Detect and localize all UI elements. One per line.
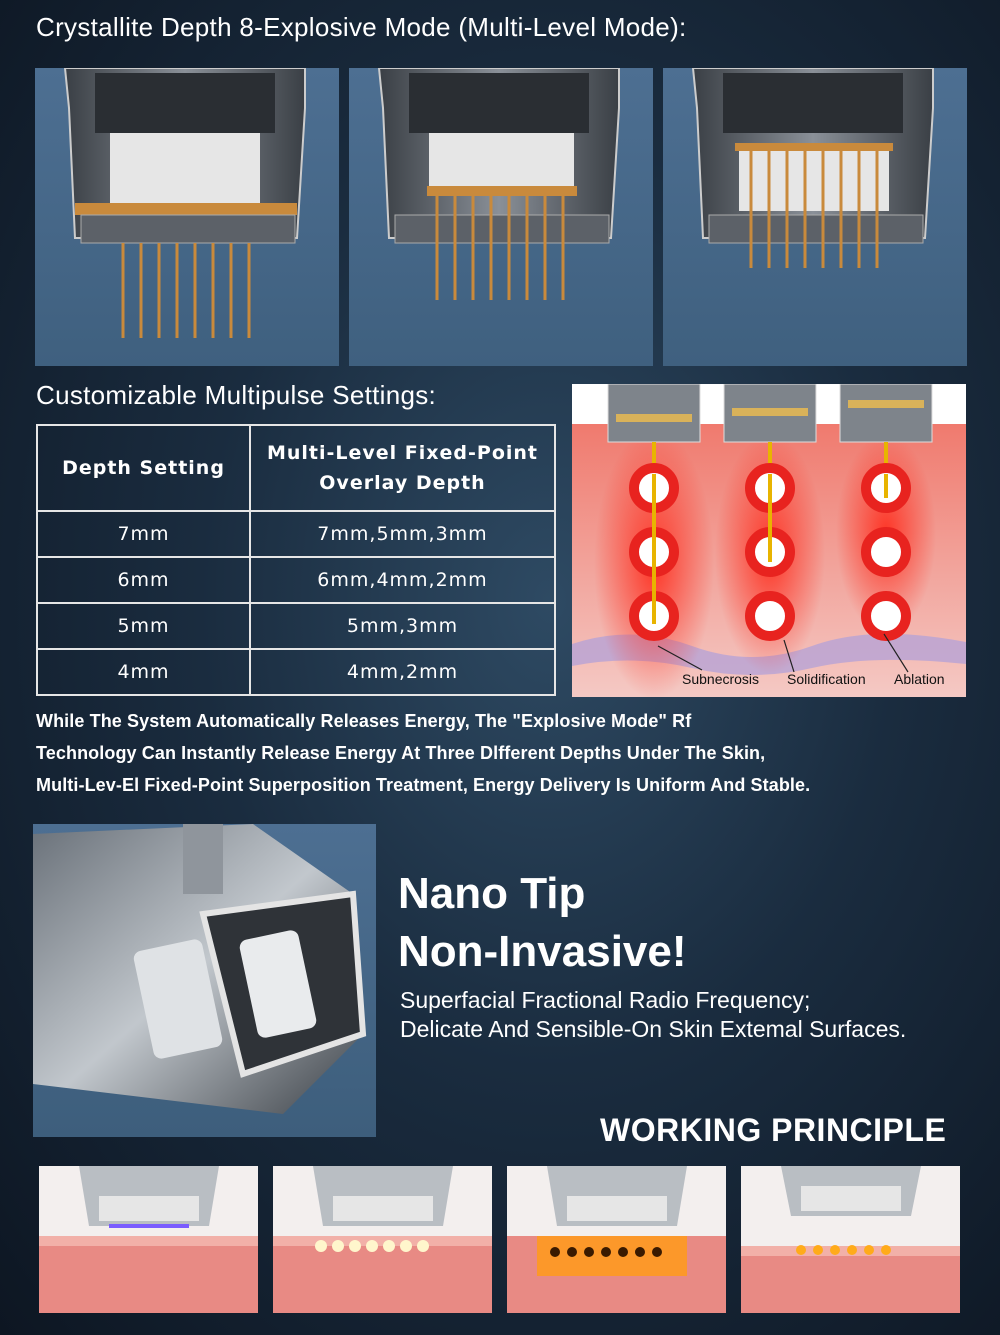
table-cell-overlay: 5mm,3mm	[250, 603, 555, 649]
settings-title: Customizable Multipulse Settings:	[36, 380, 437, 410]
nano-tip-subtitle-line1: Superfacial Fractional Radio Frequency;	[400, 987, 811, 1013]
nano-tip-title-line2: Non-Invasive!	[398, 927, 687, 976]
table-cell-depth: 7mm	[37, 511, 250, 557]
table-row	[37, 603, 555, 649]
needle-cartridge-image-shallow	[663, 68, 967, 366]
label-subnecrosis: Subnecrosis	[682, 671, 760, 687]
working-step-image-4	[741, 1166, 960, 1313]
table-cell-depth: 6mm	[37, 557, 250, 603]
table-row	[37, 649, 555, 695]
table-row	[37, 511, 555, 557]
working-step-image-2	[273, 1166, 492, 1313]
nano-tip-title	[398, 865, 687, 981]
working-principle-title: WORKING PRINCIPLE	[600, 1112, 947, 1148]
label-solidification: Solidification	[787, 671, 866, 687]
page-title: Crystallite Depth 8-Explosive Mode (Multi-Level Mode):	[36, 12, 687, 42]
table-row	[37, 557, 555, 603]
table-header-overlay-line2: Overlay Depth	[319, 472, 486, 494]
depth-settings-table	[36, 424, 556, 696]
nano-tip-title-line1: Nano Tip	[398, 869, 586, 918]
table-cell-depth: 4mm	[37, 649, 250, 695]
description-line: Technology Can Instantly Release Energy At Three Dlfferent Depths Under The Skin,	[36, 743, 766, 763]
table-cell-overlay: 7mm,5mm,3mm	[250, 511, 555, 557]
table-header-overlay-line1: Multi-Level Fixed-Point	[266, 442, 539, 464]
table-cell-depth: 5mm	[37, 603, 250, 649]
table-header-overlay	[250, 425, 555, 511]
nano-tip-image	[33, 824, 376, 1137]
nano-tip-subtitle	[400, 986, 980, 1044]
description-line: While The System Automatically Releases Energy, The "Explosive Mode" Rf	[36, 711, 692, 731]
table-header-depth: Depth Setting	[37, 425, 250, 511]
working-step-image-3	[507, 1166, 726, 1313]
skin-energy-diagram	[572, 384, 966, 697]
nano-tip-subtitle-line2: Delicate And Sensible-On Skin Extemal Surfaces.	[400, 1016, 907, 1042]
table-header-row	[37, 425, 555, 511]
working-step-image-1	[39, 1166, 258, 1313]
needle-cartridge-image-deep	[35, 68, 339, 366]
table-cell-overlay: 4mm,2mm	[250, 649, 555, 695]
description-line: Multi-Lev-El Fixed-Point Superposition Treatment, Energy Delivery Is Uniform And Stable.	[36, 775, 811, 795]
label-ablation: Ablation	[894, 671, 945, 687]
table-cell-overlay: 6mm,4mm,2mm	[250, 557, 555, 603]
description-paragraph	[36, 705, 976, 801]
needle-cartridge-image-medium	[349, 68, 653, 366]
